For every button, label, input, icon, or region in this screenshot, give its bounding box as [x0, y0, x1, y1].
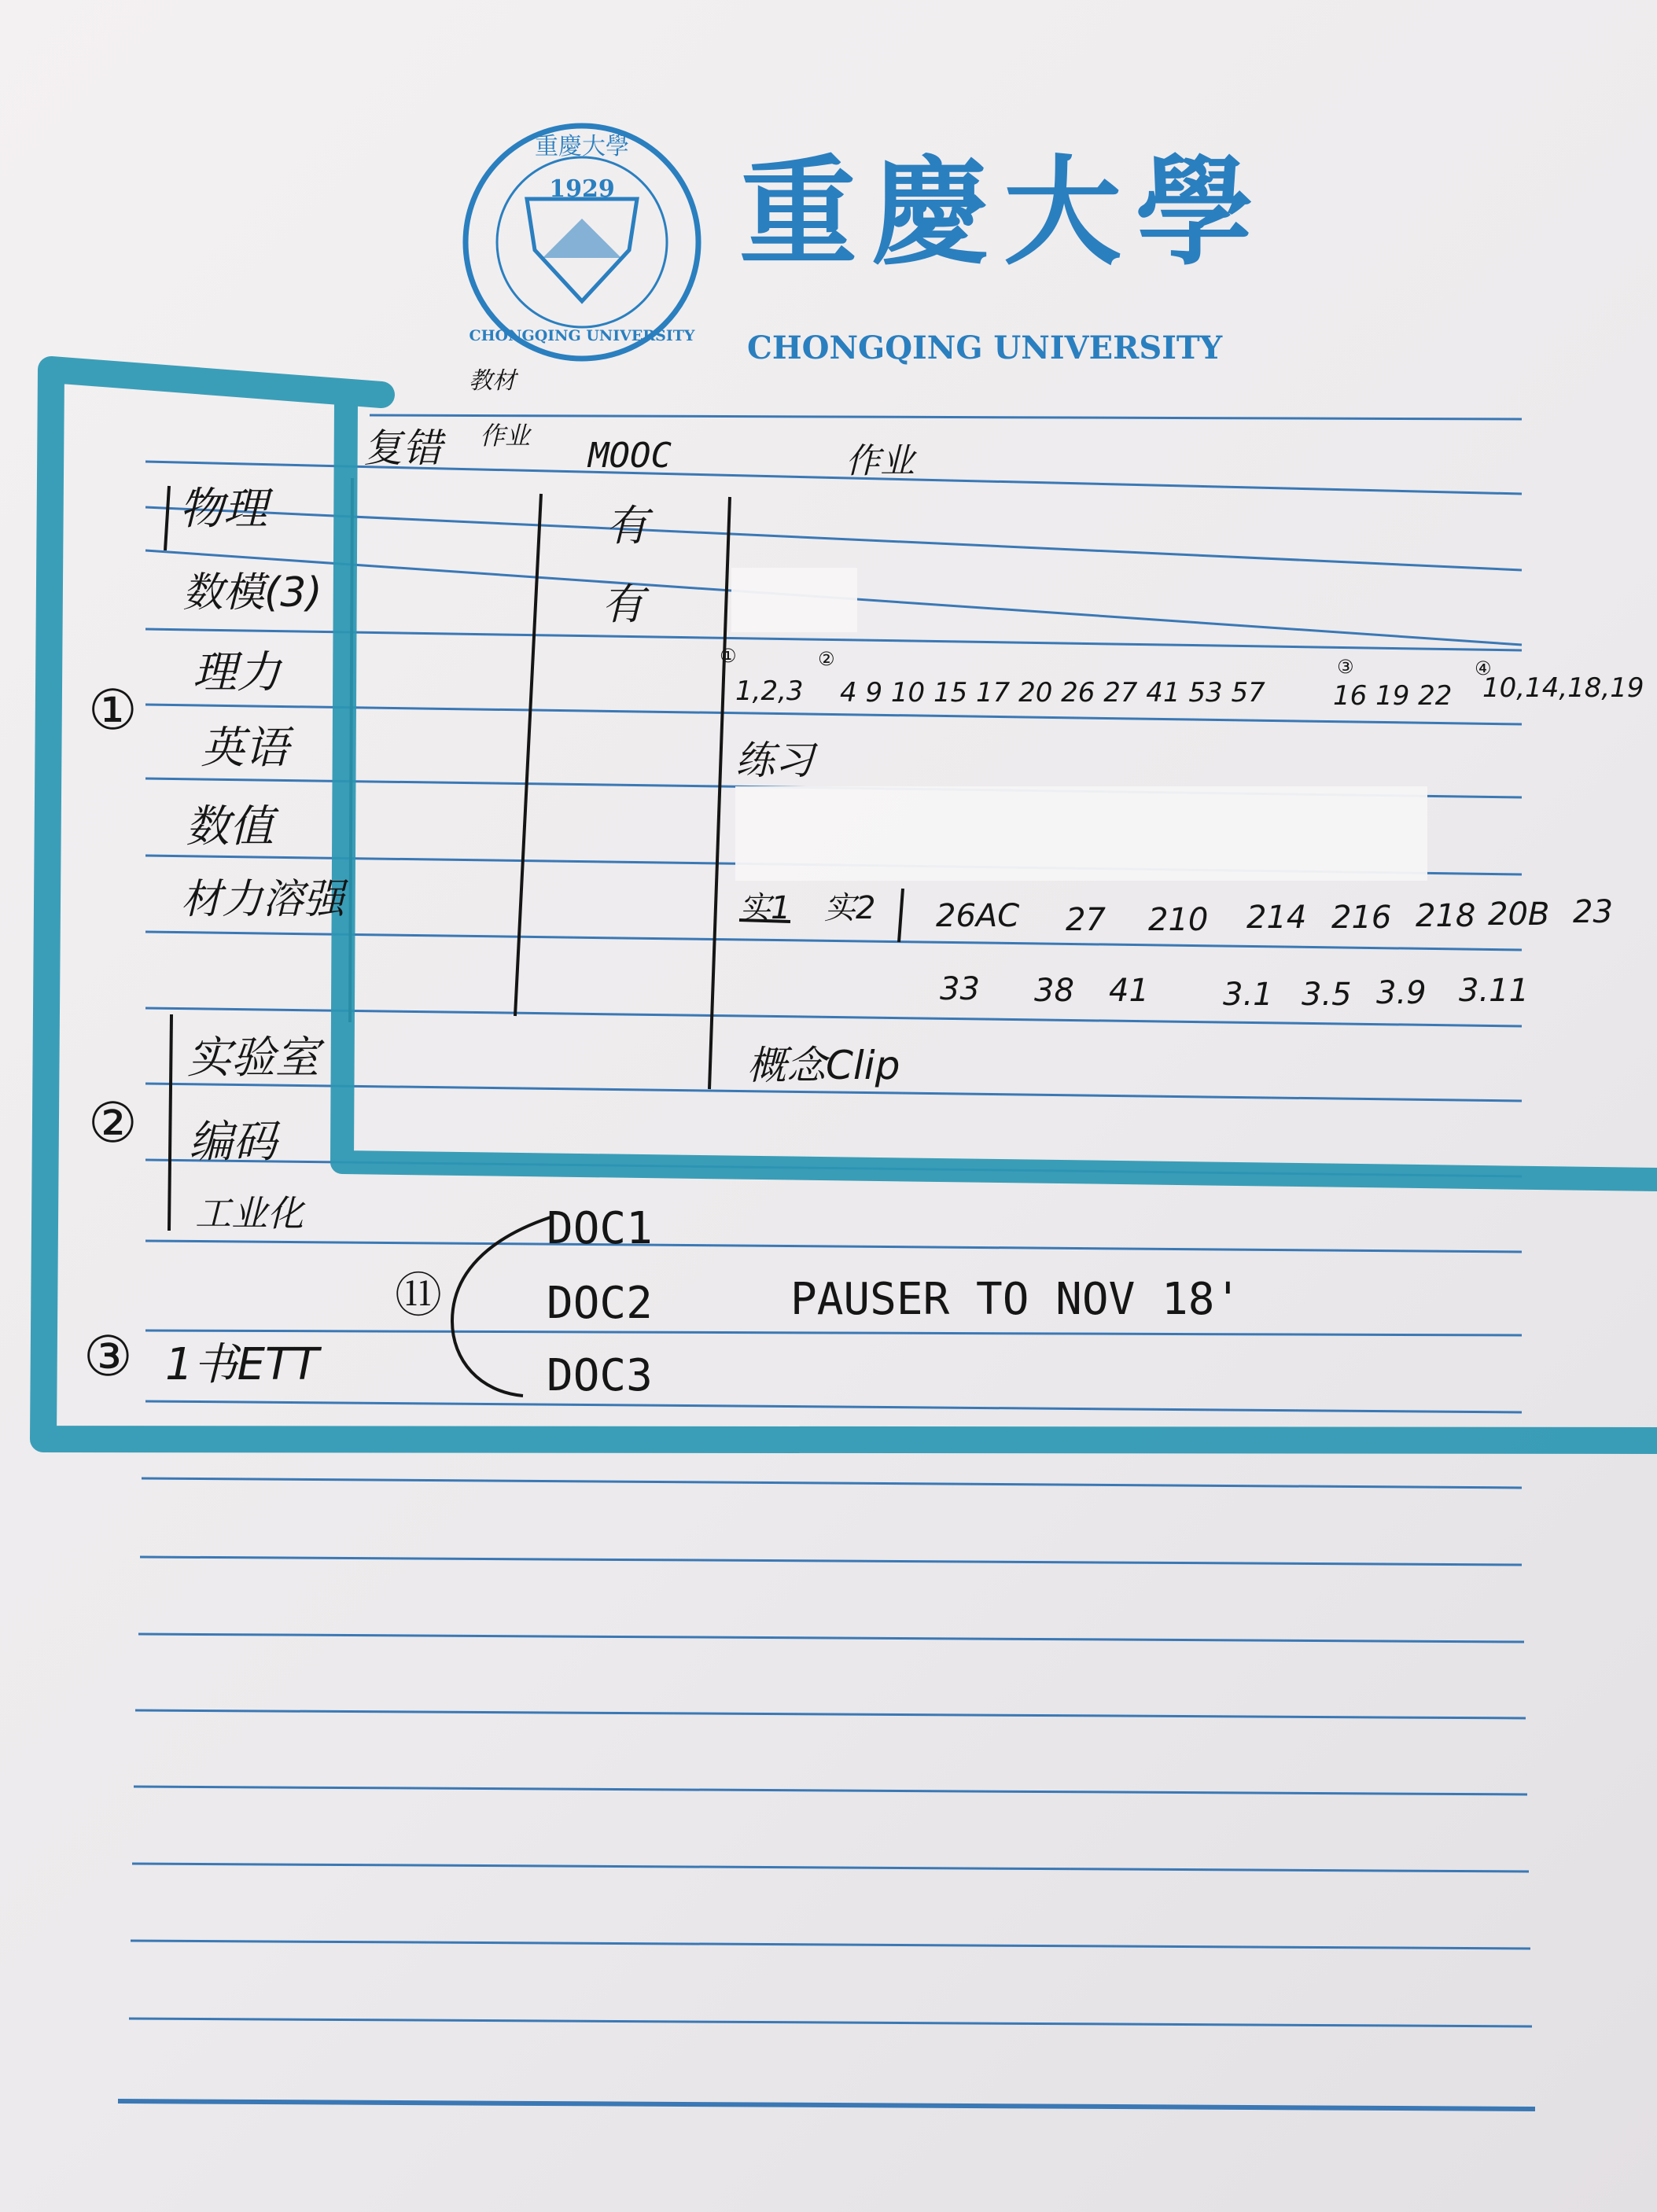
tick-line	[165, 486, 169, 550]
cailiao-problem: 20B	[1488, 896, 1550, 933]
mooc-math-modeling: 有	[606, 501, 648, 550]
group-marker-3: ③	[83, 1324, 133, 1389]
rule-line	[145, 1401, 1522, 1412]
bottom-rule	[118, 2101, 1535, 2109]
column-header-review: 复错	[363, 425, 442, 471]
lixi-list-1: 1,2,3	[735, 675, 804, 707]
doc-3: DOC3	[547, 1350, 653, 1401]
cailiao-problem: 41	[1109, 973, 1149, 1009]
ops-industrialize: 工业化	[195, 1192, 304, 1235]
lixi-circle-3: ③	[1337, 656, 1354, 678]
cailiao-tab-2: 实2	[824, 890, 876, 926]
rule-line	[370, 415, 1522, 419]
cailiao-problem: 38	[1034, 973, 1074, 1009]
group-marker-2: ②	[88, 1091, 138, 1155]
subject-materials: 材力溶强	[181, 876, 345, 923]
rule-line	[134, 1787, 1527, 1794]
cailiao-problem: 3.1	[1223, 977, 1273, 1013]
column-header-homework: 作业	[845, 441, 915, 481]
doc-1: DOC1	[547, 1203, 653, 1254]
doc-2: DOC2	[547, 1278, 653, 1329]
group-marker-1: ①	[88, 678, 138, 742]
rule-line	[135, 1710, 1526, 1718]
cailiao-problem: 3.5	[1302, 977, 1352, 1013]
rule-line	[145, 1241, 1522, 1252]
lixi-list-2: 4 9 10 15 17 20 26 27 41 53 57	[840, 677, 1265, 709]
seal-year: 1929	[549, 175, 615, 203]
lixi-circle-4: ④	[1475, 657, 1492, 679]
university-seal-logo	[460, 116, 704, 368]
subject-physics: 物理	[179, 484, 267, 535]
review-note-textbook: 教材	[469, 367, 516, 395]
rule-line	[132, 1864, 1529, 1872]
cailiao-problem: 210	[1148, 902, 1209, 938]
cailiao-problem: 27	[1066, 902, 1106, 938]
redacted-patch	[735, 786, 1427, 881]
lixi-circle-2: ②	[818, 648, 835, 670]
rule-line	[145, 1331, 1522, 1335]
subject-numerical: 数值	[186, 801, 274, 852]
redacted-patch	[731, 568, 857, 632]
cailiao-problem: 33	[940, 971, 980, 1007]
cailiao-problem: 23	[1573, 894, 1613, 930]
ops-coding: 编码	[189, 1117, 277, 1168]
rule-line	[140, 1557, 1522, 1565]
paused-note: PAUSER TO NOV 18'	[790, 1274, 1242, 1325]
rule-line	[138, 1634, 1524, 1642]
subject-english: 英语	[201, 723, 289, 774]
cailiao-divider	[899, 889, 903, 942]
cailiao-problem: 218	[1416, 898, 1476, 934]
cailiao-tab-1: 实1	[739, 890, 791, 926]
seal-text-en: CHONGQING UNIVERSITY	[469, 327, 695, 344]
cailiao-problem: 3.11	[1459, 973, 1530, 1009]
rule-line	[131, 1941, 1530, 1949]
rule-line	[142, 1478, 1522, 1488]
mooc-mechanics: 有	[602, 580, 644, 629]
university-name-en: CHONGQING UNIVERSITY	[747, 329, 1223, 366]
subject-math-modeling: 数模(3)	[182, 569, 322, 616]
group-marker-docs: ⑪	[395, 1268, 442, 1323]
cailiao-problem: 3.9	[1376, 975, 1427, 1011]
english-practice: 练习	[735, 738, 814, 783]
subject-mechanics: 理力	[193, 647, 281, 698]
ops-bracket-line	[169, 1014, 171, 1231]
cailiao-problem: 214	[1246, 900, 1307, 936]
lixi-circle-1: ①	[720, 645, 737, 667]
ops-lab: 实验室	[187, 1032, 319, 1084]
rule-line	[129, 2019, 1532, 2026]
lixi-list-3: 16 19 22	[1333, 680, 1453, 712]
gaixian-clip: 概念Clip	[747, 1043, 900, 1088]
cailiao-problem: 26AC	[936, 898, 1020, 934]
column-header-mooc: MOOC	[588, 436, 672, 476]
homework-divider-line	[709, 497, 730, 1089]
seal-text-cn: 重慶大學	[535, 133, 629, 160]
lixi-list-4: 10,14,18,19	[1482, 672, 1644, 704]
cailiao-problem: 216	[1331, 900, 1392, 936]
university-name-cn: 重慶大學	[739, 143, 1269, 282]
ett-item: 1书ETT	[165, 1339, 319, 1390]
review-note-homework: 作业	[480, 421, 531, 451]
